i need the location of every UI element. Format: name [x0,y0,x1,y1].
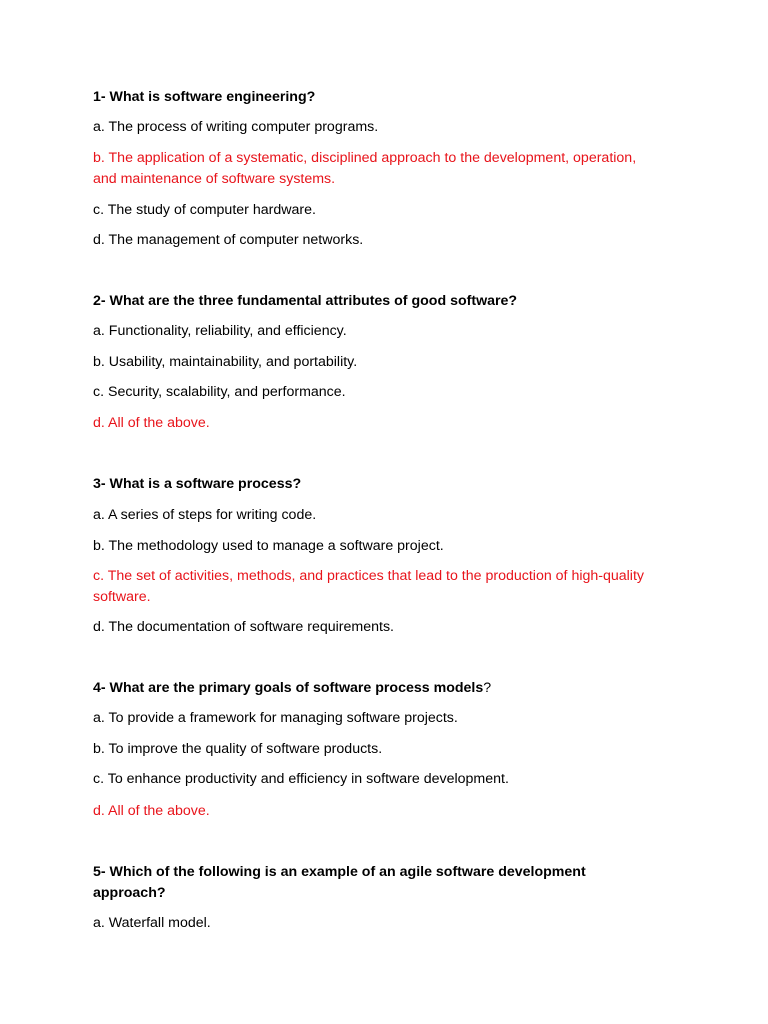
question-1-option-c: c. The study of computer hardware. [93,202,316,218]
question-5-title: 5- Which of the following is an example of an agile software development approach? [93,864,586,901]
question-1-title: 1- What is software engineering? [93,89,316,105]
question-2-option-b: b. Usability, maintainability, and portability. [93,354,358,370]
question-3-title: 3- What is a software process? [93,476,302,492]
question-4-option-b: b. To improve the quality of software products. [93,741,383,757]
question-3-option-b: b. The methodology used to manage a software project. [93,538,444,554]
question-4-option-a: a. To provide a framework for managing software projects. [93,710,458,726]
question-2-title: 2- What are the three fundamental attributes of good software? [93,293,518,309]
question-4-mark: ? [483,680,492,696]
question-2-option-a: a. Functionality, reliability, and efficiency. [93,323,347,339]
question-4-option-d-correct: d. All of the above. [93,803,210,819]
question-2-option-c: c. Security, scalability, and performance. [93,384,346,400]
question-4-title [93,678,673,699]
question-1-option-b-correct: b. The application of a systematic, disciplined approach to the development, operation, and maintenance of software systems. [93,150,637,187]
question-2-option-d-correct: d. All of the above. [93,415,210,431]
question-3-option-a: a. A series of steps for writing code. [93,507,317,523]
question-3-option-d: d. The documentation of software requirements. [93,619,394,635]
question-3-option-c-correct: c. The set of activities, methods, and practices that lead to the production of high-quality software. [93,568,644,605]
question-1-option-d: d. The management of computer networks. [93,232,364,248]
question-4-text: 4- What are the primary goals of software process models [93,680,484,696]
question-4-option-c: c. To enhance productivity and efficiency in software development. [93,771,509,787]
question-1-option-a: a. The process of writing computer programs. [93,119,379,135]
question-5-option-a: a. Waterfall model. [93,915,211,931]
